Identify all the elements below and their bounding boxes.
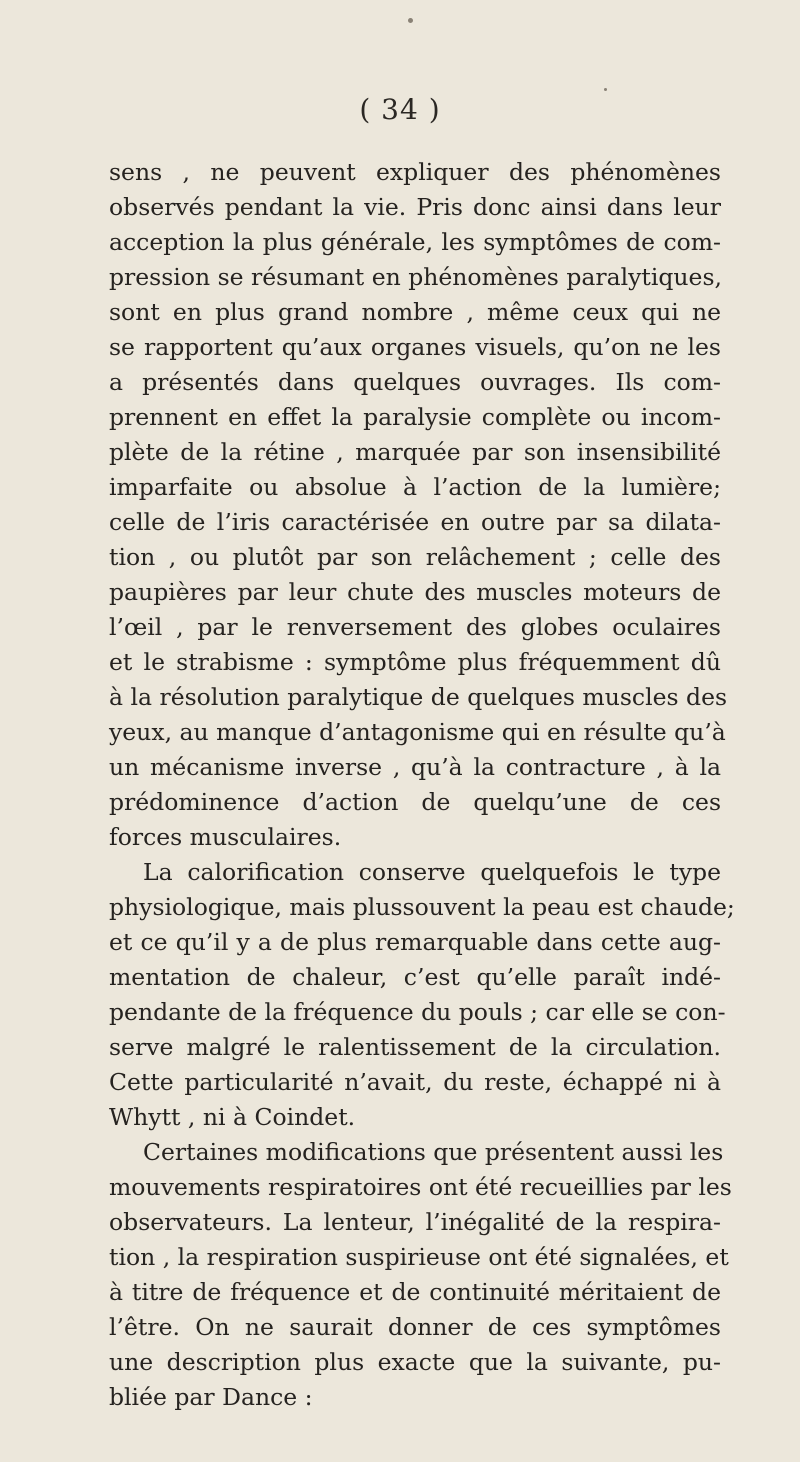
text-line: l’être. On ne saurait donner de ces symptômes bbox=[109, 1313, 721, 1341]
text-line: à la résolution paralytique de quelques muscles des bbox=[109, 683, 728, 711]
text-line: se rapportent qu’aux organes visuels, qu’on ne les bbox=[109, 333, 721, 361]
text-line: prédominence d’action de quelqu’une de ces bbox=[109, 788, 721, 816]
text-line: observés pendant la vie. Pris donc ainsi dans leur bbox=[109, 193, 721, 221]
page-number: ( 34 ) bbox=[359, 93, 441, 126]
text-line: à titre de fréquence et de continuité méritaient de bbox=[109, 1278, 721, 1306]
text-line: imparfaite ou absolue à l’action de la lumière; bbox=[109, 473, 721, 501]
text-line: et le strabisme : symptôme plus fréquemment dû bbox=[109, 648, 721, 676]
text-line: mouvements respiratoires ont été recueillies par les bbox=[109, 1173, 732, 1201]
text-line: pression se résumant en phénomènes paralytiques, bbox=[109, 263, 722, 291]
paragraph-first-line: Certaines modifications que présentent aussi les bbox=[143, 1138, 724, 1166]
text-line: tion , la respiration suspirieuse ont été signalées, et bbox=[109, 1243, 729, 1271]
text-line: acception la plus générale, les symptômes de com- bbox=[109, 228, 721, 256]
text-line: serve malgré le ralentissement de la circulation. bbox=[109, 1033, 721, 1061]
text-line: l’œil , par le renversement des globes oculaires bbox=[109, 613, 721, 641]
text-line: mentation de chaleur, c’est qu’elle paraît indé- bbox=[109, 963, 721, 991]
text-line: pendante de la fréquence du pouls ; car elle se con- bbox=[109, 998, 726, 1026]
text-line: physiologique, mais plussouvent la peau est chaude; bbox=[109, 893, 735, 921]
text-line: observateurs. La lenteur, l’inégalité de la respira- bbox=[109, 1208, 721, 1236]
text-line: Whytt , ni à Coindet. bbox=[109, 1103, 356, 1131]
text-line: un mécanisme inverse , qu’à la contracture , à la bbox=[109, 753, 721, 781]
text-line: plète de la rétine , marquée par son insensibilité bbox=[109, 438, 721, 466]
text-line: sont en plus grand nombre , même ceux qui ne bbox=[109, 298, 721, 326]
text-line: Cette particularité n’avait, du reste, échappé ni à bbox=[109, 1068, 721, 1096]
text-line: sens , ne peuvent expliquer des phénomènes bbox=[109, 158, 721, 186]
text-line: yeux, au manque d’antagonisme qui en résulte qu’à bbox=[109, 718, 726, 746]
text-line: a présentés dans quelques ouvrages. Ils com- bbox=[109, 368, 721, 396]
text-line: celle de l’iris caractérisée en outre par sa dilata- bbox=[109, 508, 721, 536]
paragraph-first-line: La calorification conserve quelquefois le type bbox=[143, 858, 721, 886]
text-line: bliée par Dance : bbox=[109, 1383, 313, 1411]
ink-speck bbox=[604, 88, 607, 91]
ink-speck bbox=[408, 18, 413, 23]
text-line: prennent en effet la paralysie complète ou incom- bbox=[109, 403, 721, 431]
text-line: une description plus exacte que la suivante, pu- bbox=[109, 1348, 721, 1376]
body-text bbox=[109, 155, 735, 1415]
text-line: et ce qu’il y a de plus remarquable dans cette aug- bbox=[109, 928, 721, 956]
text-line: tion , ou plutôt par son relâchement ; celle des bbox=[109, 543, 721, 571]
text-line: forces musculaires. bbox=[109, 823, 342, 851]
text-line: paupières par leur chute des muscles moteurs de bbox=[109, 578, 721, 606]
